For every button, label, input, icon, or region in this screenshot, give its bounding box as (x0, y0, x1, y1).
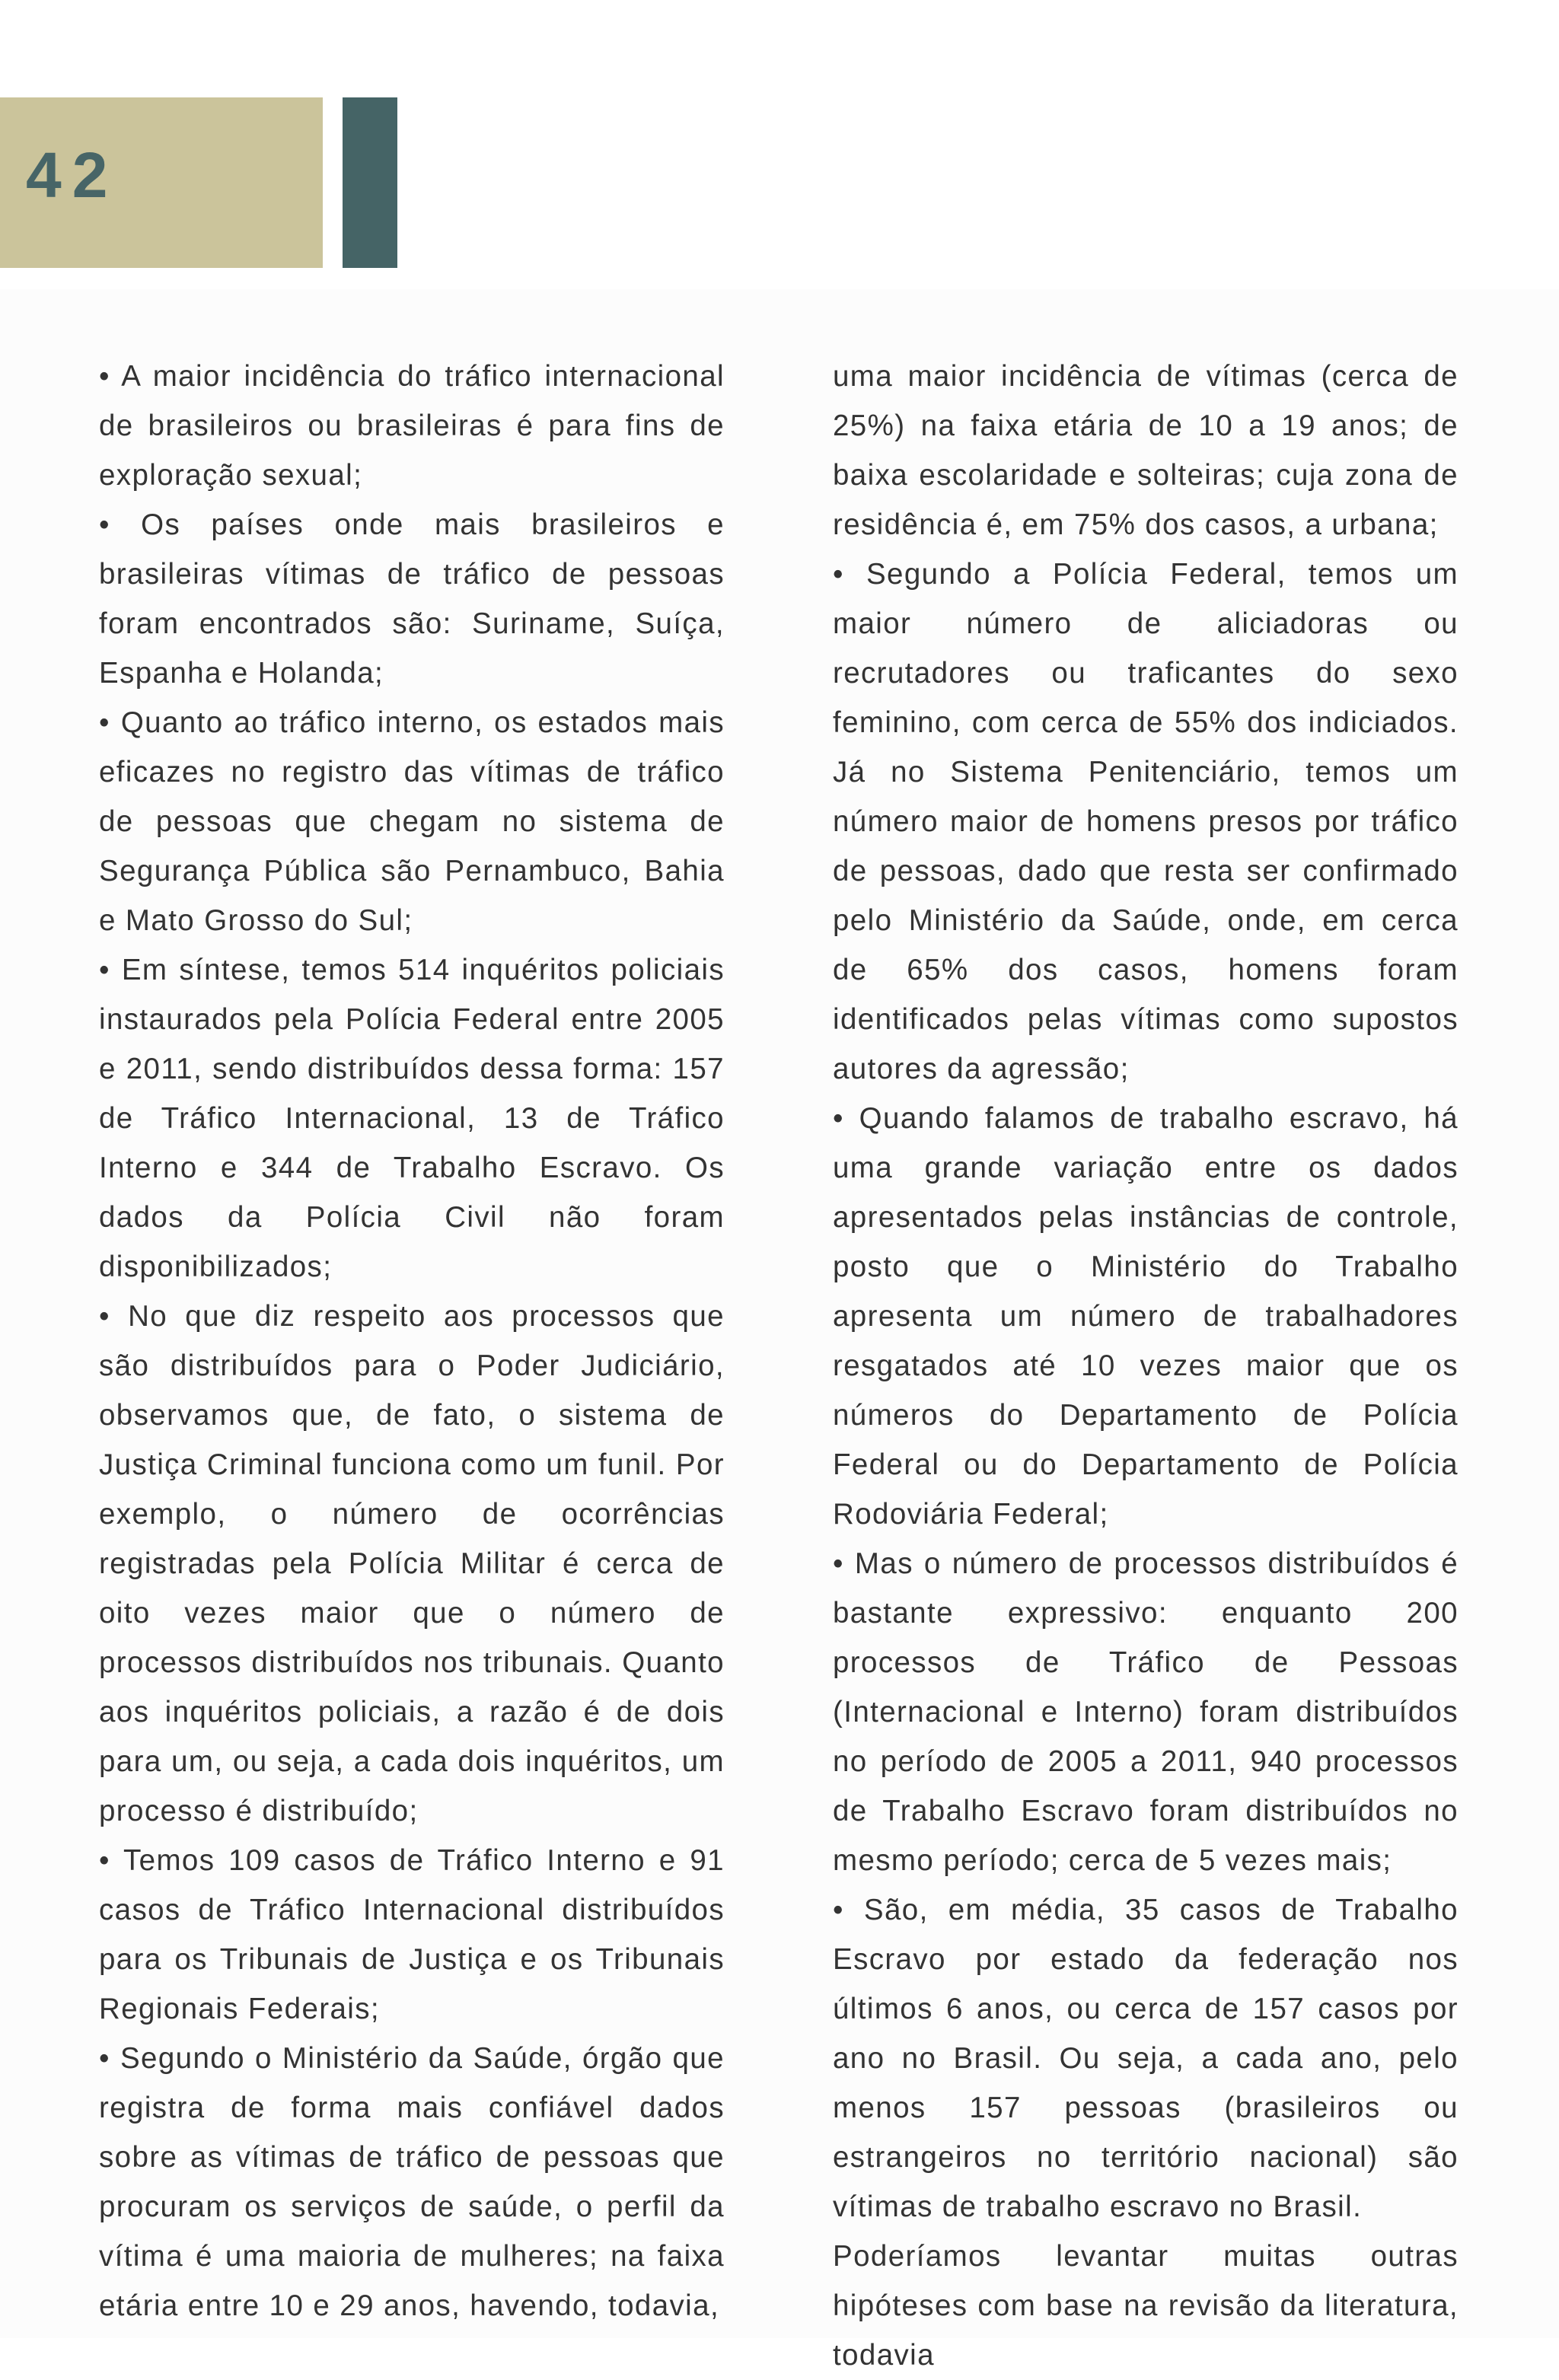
page-number: 42 (26, 139, 119, 211)
left-column (99, 352, 725, 2331)
bullet-paragraph: • Os países onde mais brasileiros e brasileiras vítimas de tráfico de pessoas foram encontrados são: Suriname, Suíça, Espanha e Holanda; (99, 508, 725, 690)
bullet-paragraph: • Temos 109 casos de Tráfico Interno e 91 casos de Tráfico Internacional distribuídos para os Tribunais de Justiça e os Tribunais Regionais Federais; (99, 1844, 725, 2025)
body-paragraph: Poderíamos levantar muitas outras hipóteses com base na revisão da literatura, todavia (833, 2240, 1459, 2372)
accent-bar (343, 97, 397, 268)
bullet-paragraph: • São, em média, 35 casos de Trabalho Escravo por estado da federação nos últimos 6 anos, ou cerca de 157 casos por ano no Brasil. Ou seja, a cada ano, pelo menos 157 pessoas (brasileiros ou estrangeiros no território nacional) são vítimas de trabalho escravo no Brasil. (833, 1894, 1459, 2223)
bullet-paragraph: • Segundo a Polícia Federal, temos um maior número de aliciadoras ou recrutadores ou traficantes do sexo feminino, com cerca de 55% dos indiciados. Já no Sistema Penitenciário, temos um número maior de homens presos por tráfico de pessoas, dado que resta ser confirmado pelo Ministério da Saúde, onde, em cerca de 65% dos casos, homens foram identificados pelas vítimas como supostos autores da agressão; (833, 558, 1459, 1085)
bullet-paragraph: • A maior incidência do tráfico internacional de brasileiros ou brasileiras é para fins de exploração sexual; (99, 360, 725, 492)
continued-paragraph: uma maior incidência de vítimas (cerca de 25%) na faixa etária de 10 a 19 anos; de baixa escolaridade e solteiras; cuja zona de residência é, em 75% dos casos, a urbana; (833, 360, 1459, 541)
bullet-paragraph: • No que diz respeito aos processos que são distribuídos para o Poder Judiciário, observamos que, de fato, o sistema de Justiça Criminal funciona como um funil. Por exemplo, o número de ocorrências registradas pela Polícia Militar é cerca de oito vezes maior que o número de processos distribuídos nos tribunais. Quanto aos inquéritos policiais, a razão é de dois para um, ou seja, a cada dois inquéritos, um processo é distribuído; (99, 1300, 725, 1827)
bullet-paragraph: • Quanto ao tráfico interno, os estados mais eficazes no registro das vítimas de tráfico de pessoas que chegam no sistema de Segurança Pública são Pernambuco, Bahia e Mato Grosso do Sul; (99, 706, 725, 937)
right-column (833, 352, 1459, 2380)
bullet-paragraph: • Em síntese, temos 514 inquéritos policiais instaurados pela Polícia Federal entre 2005 e 2011, sendo distribuídos dessa forma: 157 de Tráfico Internacional, 13 de Tráfico Interno e 344 de Trabalho Escravo. Os dados da Polícia Civil não foram disponibilizados; (99, 954, 725, 1283)
bullet-paragraph: • Mas o número de processos distribuídos é bastante expressivo: enquanto 200 processos de Tráfico de Pessoas (Internacional e Interno) foram distribuídos no período de 2005 a 2011, 940 processos de Trabalho Escravo foram distribuídos no mesmo período; cerca de 5 vezes mais; (833, 1547, 1459, 1877)
bullet-paragraph: • Quando falamos de trabalho escravo, há uma grande variação entre os dados apresentados pelas instâncias de controle, posto que o Ministério do Trabalho apresenta um número de trabalhadores resgatados até 10 vezes maior que os números do Departamento de Polícia Federal ou do Departamento de Polícia Rodoviária Federal; (833, 1102, 1459, 1531)
bullet-paragraph: • Segundo o Ministério da Saúde, órgão que registra de forma mais confiável dados sobre as vítimas de tráfico de pessoas que procuram os serviços de saúde, o perfil da vítima é uma maioria de mulheres; na faixa etária entre 10 e 29 anos, havendo, todavia, (99, 2042, 725, 2322)
